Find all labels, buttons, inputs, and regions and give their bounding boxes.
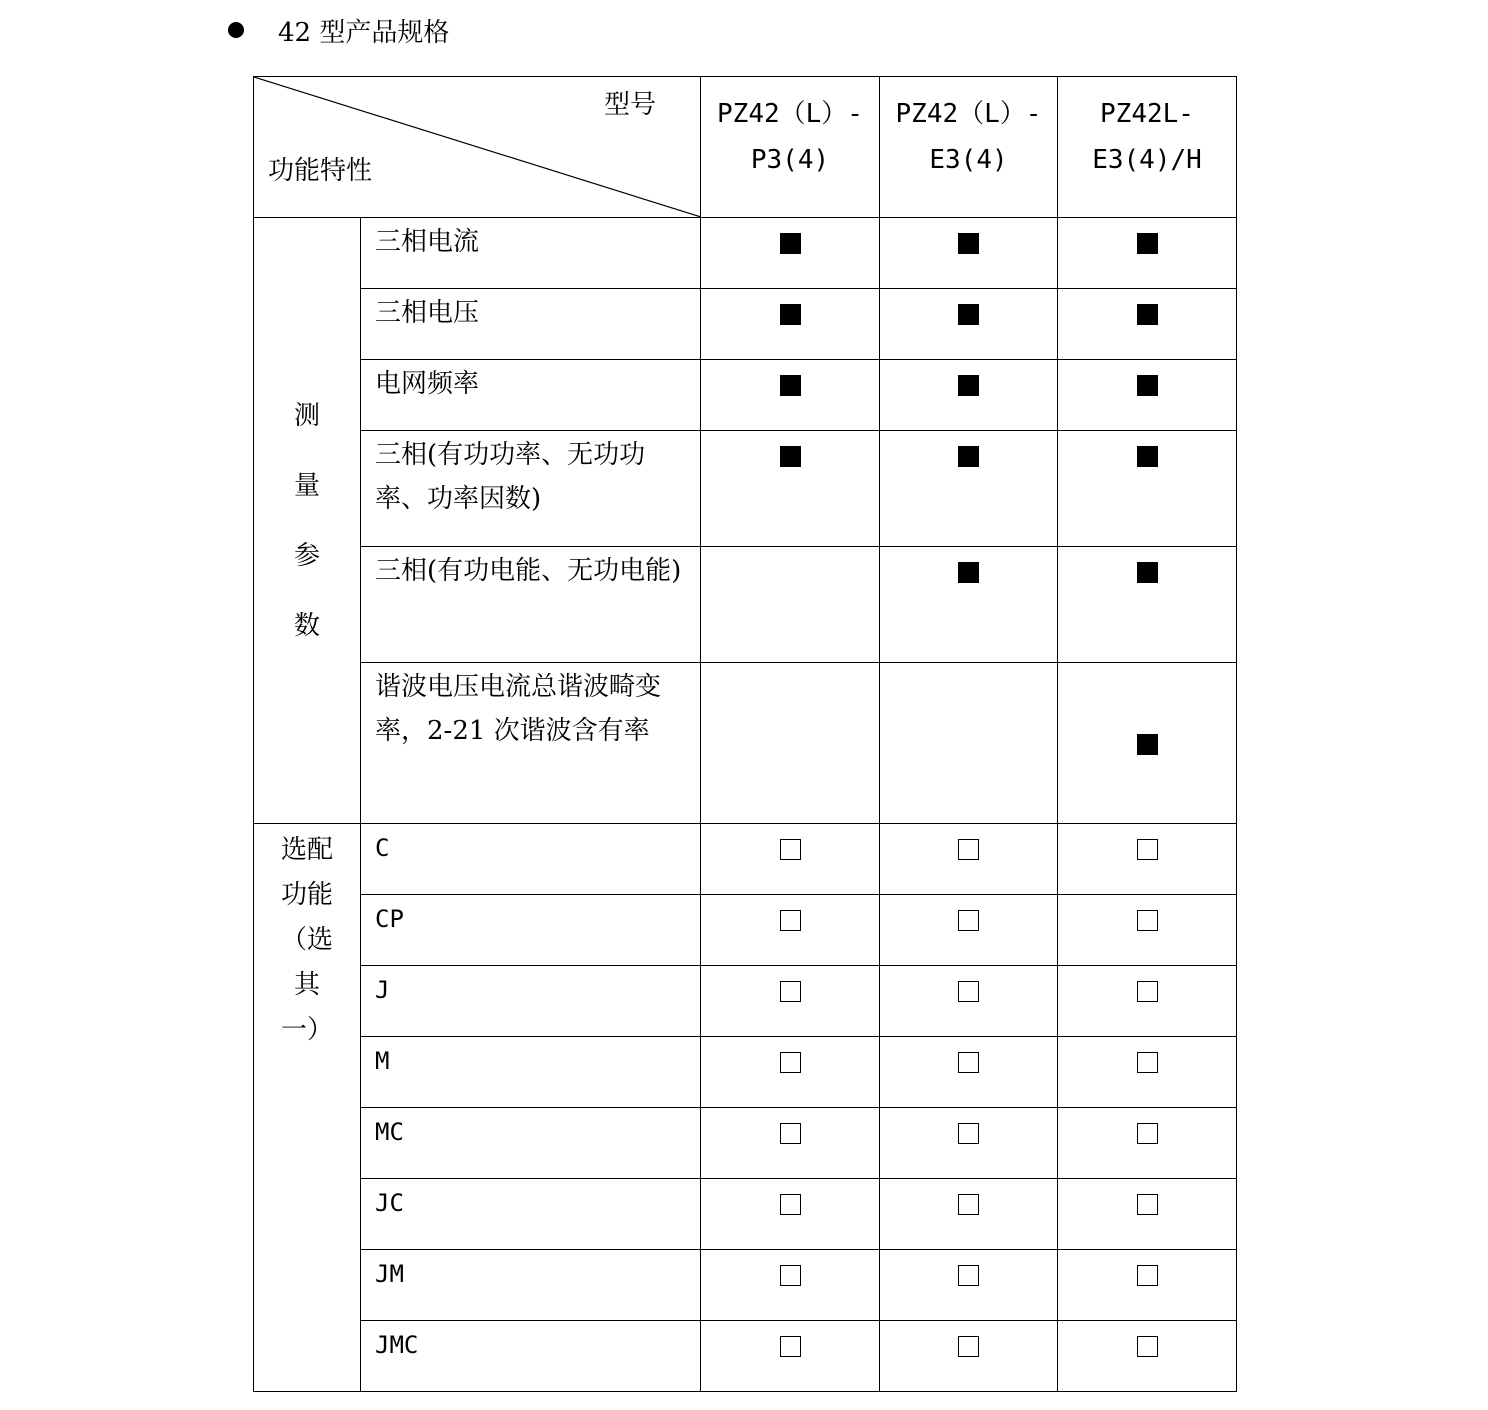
empty-square-icon — [958, 839, 979, 860]
option-label: JMC — [361, 1321, 701, 1392]
filled-square-icon — [1137, 375, 1158, 396]
model-name-line2: E3(4) — [929, 145, 1008, 175]
table-row — [254, 663, 1237, 824]
mark-cell — [1058, 895, 1237, 966]
empty-square-icon — [1137, 981, 1158, 1002]
option-label: JC — [361, 1179, 701, 1250]
filled-square-icon — [958, 233, 979, 254]
model-header-1 — [701, 77, 880, 218]
mark-cell — [880, 547, 1058, 663]
model-name-line1: PZ42（L）- — [895, 99, 1042, 129]
empty-square-icon — [958, 1123, 979, 1144]
group-char: 量 — [293, 470, 320, 501]
mark-cell — [880, 824, 1058, 895]
section-heading — [228, 10, 449, 50]
mark-cell — [701, 663, 880, 824]
mark-cell — [1058, 431, 1237, 547]
empty-square-icon — [780, 839, 801, 860]
empty-square-icon — [1137, 910, 1158, 931]
filled-square-icon — [958, 446, 979, 467]
feature-label: 电网频率 — [361, 360, 701, 431]
empty-square-icon — [958, 1052, 979, 1073]
table-row — [254, 1321, 1237, 1392]
mark-cell — [701, 895, 880, 966]
empty-square-icon — [1137, 1265, 1158, 1286]
table-row — [254, 824, 1237, 895]
mark-cell — [880, 1108, 1058, 1179]
corner-header-cell — [254, 77, 701, 218]
mark-cell — [701, 1037, 880, 1108]
model-header-3 — [1058, 77, 1237, 218]
mark-cell — [701, 824, 880, 895]
mark-cell — [701, 1108, 880, 1179]
filled-square-icon — [958, 562, 979, 583]
mark-cell — [1058, 218, 1237, 289]
group-text: 选配 — [280, 835, 333, 865]
mark-cell — [880, 895, 1058, 966]
model-name-line1: PZ42（L）- — [717, 99, 863, 129]
empty-square-icon — [780, 1052, 801, 1073]
table-row — [254, 360, 1237, 431]
table-row — [254, 218, 1237, 289]
table-row — [254, 1179, 1237, 1250]
header-row — [254, 77, 1237, 218]
mark-cell — [1058, 1250, 1237, 1321]
mark-cell — [701, 1250, 880, 1321]
mark-cell — [880, 663, 1058, 824]
filled-square-icon — [780, 446, 801, 467]
mark-cell — [1058, 1108, 1237, 1179]
option-label: CP — [361, 895, 701, 966]
mark-cell — [701, 1321, 880, 1392]
empty-square-icon — [1137, 1194, 1158, 1215]
group-text: 功能 — [280, 880, 333, 910]
table-row — [254, 966, 1237, 1037]
mark-cell — [880, 1250, 1058, 1321]
table-row — [254, 1250, 1237, 1321]
empty-square-icon — [1137, 1052, 1158, 1073]
option-label: M — [361, 1037, 701, 1108]
filled-square-icon — [1137, 734, 1158, 755]
empty-square-icon — [780, 1265, 801, 1286]
spec-table — [253, 76, 1237, 1392]
group-optional-functions — [254, 824, 361, 1392]
mark-cell — [1058, 663, 1237, 824]
empty-square-icon — [958, 1194, 979, 1215]
model-name-line1: PZ42L- — [1100, 99, 1194, 129]
table-row — [254, 431, 1237, 547]
filled-square-icon — [1137, 446, 1158, 467]
mark-cell — [880, 1321, 1058, 1392]
feature-label: 三相电流 — [361, 218, 701, 289]
mark-cell — [701, 289, 880, 360]
mark-cell — [701, 547, 880, 663]
mark-cell — [880, 218, 1058, 289]
mark-cell — [701, 966, 880, 1037]
empty-square-icon — [780, 1336, 801, 1357]
mark-cell — [880, 360, 1058, 431]
empty-square-icon — [958, 1336, 979, 1357]
mark-cell — [1058, 1179, 1237, 1250]
empty-square-icon — [1137, 1123, 1158, 1144]
filled-square-icon — [1137, 562, 1158, 583]
filled-square-icon — [780, 233, 801, 254]
mark-cell — [1058, 360, 1237, 431]
mark-cell — [701, 431, 880, 547]
model-name-line2: P3(4) — [750, 145, 830, 175]
mark-cell — [880, 1179, 1058, 1250]
filled-square-icon — [1137, 304, 1158, 325]
mark-cell — [880, 966, 1058, 1037]
empty-square-icon — [780, 1194, 801, 1215]
empty-square-icon — [1137, 839, 1158, 860]
empty-square-icon — [780, 981, 801, 1002]
group-text: （选 — [280, 925, 333, 955]
group-text: 一） — [280, 1015, 333, 1045]
table-row — [254, 547, 1237, 663]
option-label: J — [361, 966, 701, 1037]
group-char: 测 — [293, 400, 320, 431]
empty-square-icon — [780, 1123, 801, 1144]
section-title: 42 型产品规格 — [278, 17, 450, 48]
option-label: C — [361, 824, 701, 895]
mark-cell — [1058, 547, 1237, 663]
mark-cell — [701, 360, 880, 431]
filled-square-icon — [1137, 233, 1158, 254]
mark-cell — [1058, 289, 1237, 360]
table-row — [254, 1108, 1237, 1179]
group-char: 参 — [293, 540, 320, 571]
feature-label: 三相(有功功率、无功功率、功率因数) — [361, 431, 701, 547]
mark-cell — [1058, 1037, 1237, 1108]
table-row — [254, 1037, 1237, 1108]
mark-cell — [1058, 824, 1237, 895]
mark-cell — [1058, 1321, 1237, 1392]
mark-cell — [880, 431, 1058, 547]
empty-square-icon — [1137, 1336, 1158, 1357]
bullet-icon — [228, 22, 244, 38]
group-text: 其 — [293, 970, 320, 1000]
option-label: MC — [361, 1108, 701, 1179]
feature-label: 谐波电压电流总谐波畸变率，2-21 次谐波含有率 — [361, 663, 701, 824]
mark-cell — [880, 289, 1058, 360]
empty-square-icon — [780, 910, 801, 931]
group-measurement-params — [254, 218, 361, 824]
mark-cell — [880, 1037, 1058, 1108]
filled-square-icon — [958, 375, 979, 396]
mark-cell — [701, 218, 880, 289]
option-label: JM — [361, 1250, 701, 1321]
mark-cell — [1058, 966, 1237, 1037]
feature-axis-label: 功能特性 — [268, 156, 373, 186]
table-row — [254, 289, 1237, 360]
feature-label: 三相电压 — [361, 289, 701, 360]
filled-square-icon — [780, 304, 801, 325]
filled-square-icon — [958, 304, 979, 325]
model-header-2 — [880, 77, 1058, 218]
table-row — [254, 895, 1237, 966]
filled-square-icon — [780, 375, 801, 396]
empty-square-icon — [958, 981, 979, 1002]
empty-square-icon — [958, 910, 979, 931]
mark-cell — [701, 1179, 880, 1250]
feature-label: 三相(有功电能、无功电能) — [361, 547, 701, 663]
empty-square-icon — [958, 1265, 979, 1286]
model-axis-label: 型号 — [603, 90, 656, 120]
model-name-line2: E3(4)/H — [1092, 145, 1202, 175]
group-char: 数 — [293, 610, 320, 641]
